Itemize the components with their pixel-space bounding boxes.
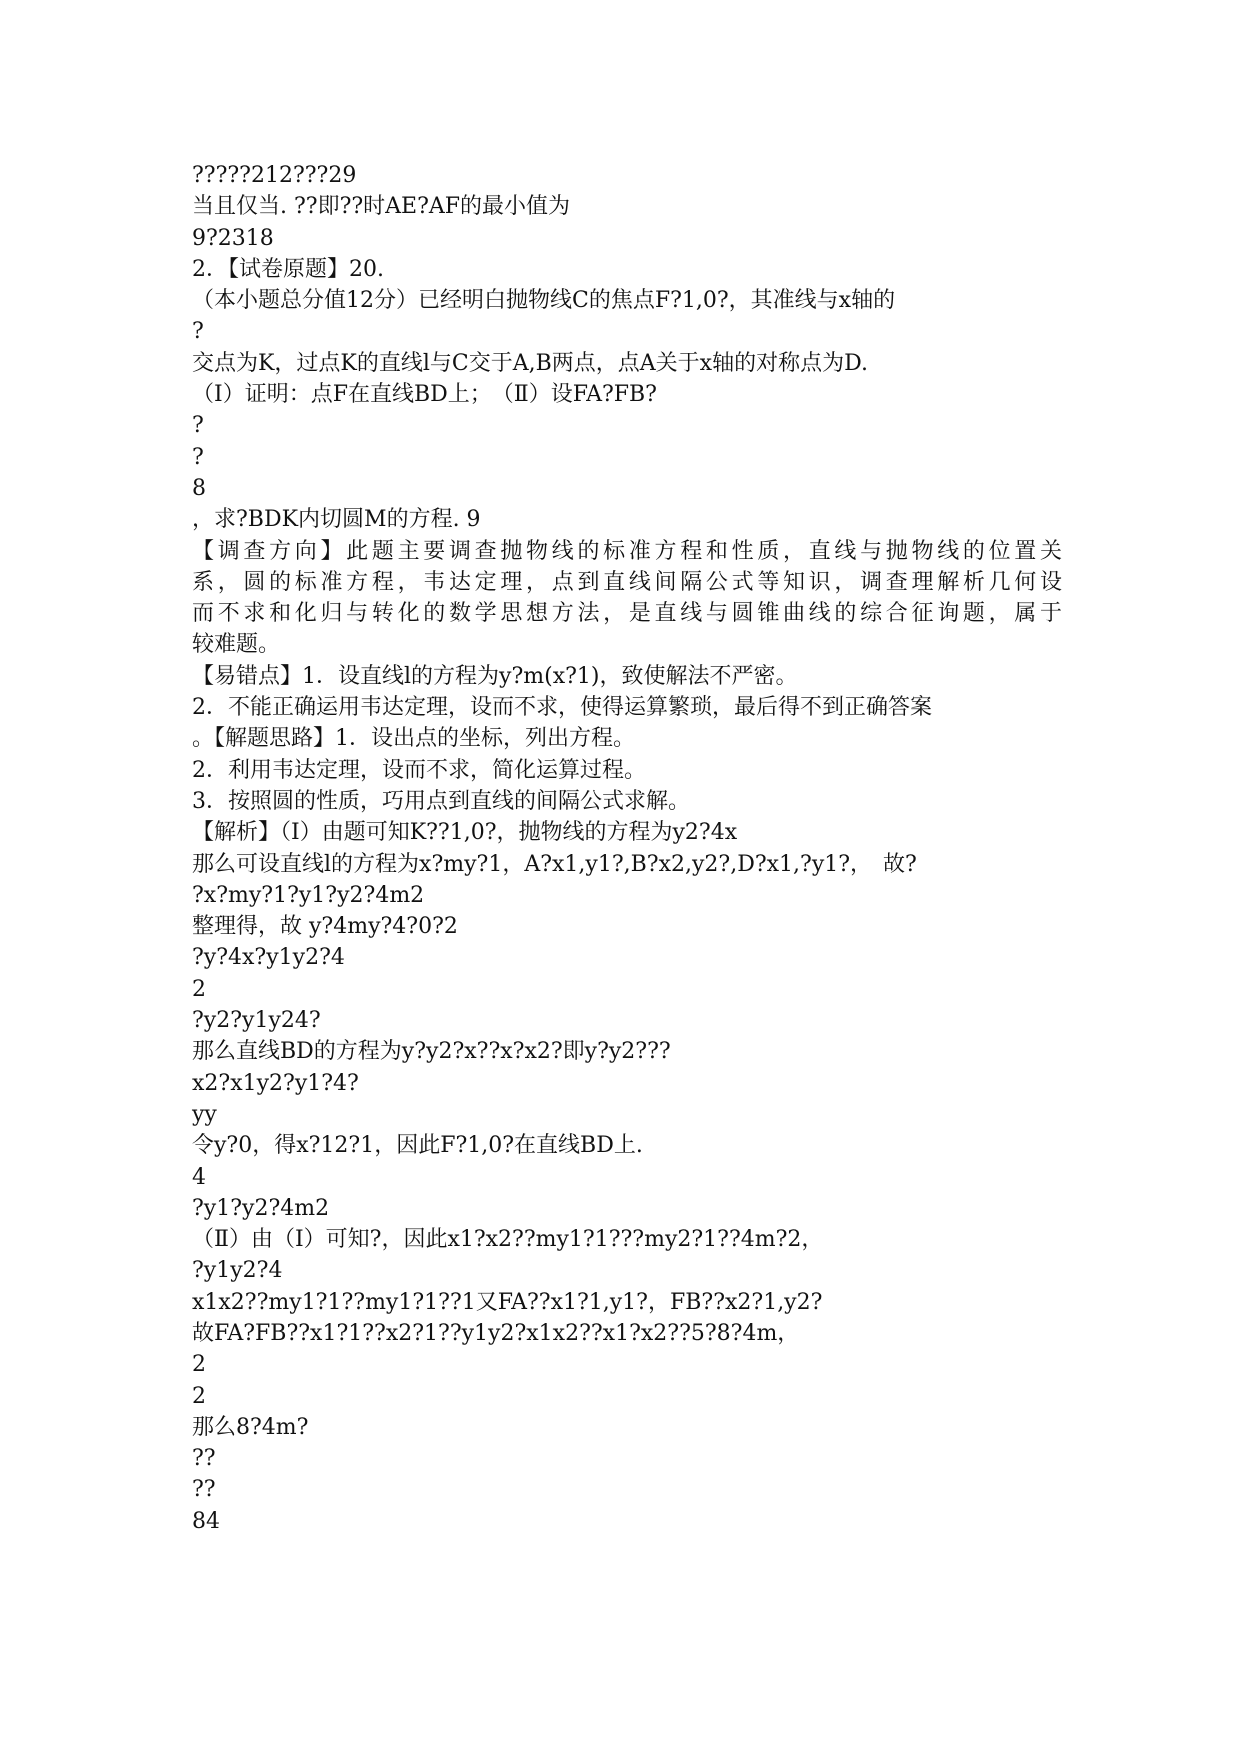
text-line: x2?x1y2?y1?4?: [192, 1070, 359, 1096]
text-line: ?: [192, 413, 204, 439]
text-line: 整理得，故 y?4my?4?0?2: [192, 914, 458, 940]
text-line: 。【解题思路】1．设出点的坐标，列出方程。: [192, 726, 635, 752]
text-line: ?y1y2?4: [192, 1258, 283, 1284]
text-line: 交点为K，过点K的直线l与C交于A,B两点，点A关于x轴的对称点为D.: [192, 350, 868, 376]
text-line: 那么直线BD的方程为y?y2?x??x?x2?即y?y2???: [192, 1039, 671, 1065]
text-line: 【调查方向】此题主要调查抛物线的标准方程和性质，直线与抛物线的位置关: [192, 538, 1062, 564]
text-line: 故FA?FB??x1?1??x2?1??y1y2?x1x2??x1?x2??5?8?4m，: [192, 1320, 800, 1346]
text-line: ，求?BDK内切圆M的方程. 9: [192, 507, 481, 533]
text-line: 当且仅当. ??即??时AE?AF的最小值为: [192, 194, 571, 220]
text-line: 2: [192, 976, 206, 1002]
text-line: ?: [192, 319, 204, 345]
text-line: （Ⅱ）由（Ⅰ）可知?，因此x1?x2??my1?1???my2?1??4m?2，: [192, 1227, 824, 1253]
text-line: ?y2?y1y24?: [192, 1008, 321, 1034]
text-line: x1x2??my1?1??my1?1??1又FA??x1?1,y1?，FB??x2?1,y2?: [192, 1289, 823, 1315]
text-line: 2．不能正确运用韦达定理，设而不求，使得运算繁琐，最后得不到正确答案: [192, 695, 932, 721]
text-line: 8: [192, 475, 206, 501]
text-line: 系，圆的标准方程，韦达定理，点到直线间隔公式等知识，调查理解析几何设: [192, 569, 1062, 595]
text-line: 较难题。: [192, 632, 281, 658]
text-line: 84: [192, 1508, 220, 1534]
text-line: 令y?0，得x?12?1，因此F?1,0?在直线BD上.: [192, 1133, 643, 1159]
text-line: 9?2318: [192, 225, 274, 251]
text-line: 2．利用韦达定理，设而不求，简化运算过程。: [192, 757, 646, 783]
question-heading: 2．【试卷原题】20.: [192, 256, 384, 282]
text-line: 2: [192, 1383, 206, 1409]
text-line: ?: [192, 444, 204, 470]
text-line: 4: [192, 1164, 206, 1190]
text-line: （本小题总分值12分）已经明白抛物线C的焦点F?1,0?，其准线与x轴的: [192, 288, 896, 314]
text-line: 3．按照圆的性质，巧用点到直线的间隔公式求解。: [192, 788, 690, 814]
text-line: 【解析】（Ⅰ）由题可知K??1,0?，抛物线的方程为y2?4x: [192, 820, 738, 846]
text-line: （Ⅰ）证明：点F在直线BD上； （Ⅱ）设FA?FB?: [192, 382, 657, 408]
text-line: ?y?4x?y1y2?4: [192, 945, 345, 971]
text-line: 【易错点】1．设直线l的方程为y?m(x?1)，致使解法不严密。: [192, 663, 798, 689]
document-page: [192, 160, 1062, 1537]
text-line: ?y1?y2?4m2: [192, 1195, 330, 1221]
text-line: ??: [192, 1446, 216, 1472]
text-line: ?????212???29: [192, 163, 357, 188]
text-line: 而不求和化归与转化的数学思想方法，是直线与圆锥曲线的综合征询题，属于: [192, 601, 1062, 627]
text-line: 那么8?4m?: [192, 1414, 309, 1440]
text-line: 2: [192, 1352, 206, 1378]
text-line: ?x?my?1?y1?y2?4m2: [192, 882, 425, 908]
text-line: yy: [192, 1101, 217, 1127]
text-line: ??: [192, 1477, 216, 1503]
text-line: 那么可设直线l的方程为x?my?1，A?x1,y1?,B?x2,y2?,D?x1,?y1?， 故?: [192, 851, 917, 877]
